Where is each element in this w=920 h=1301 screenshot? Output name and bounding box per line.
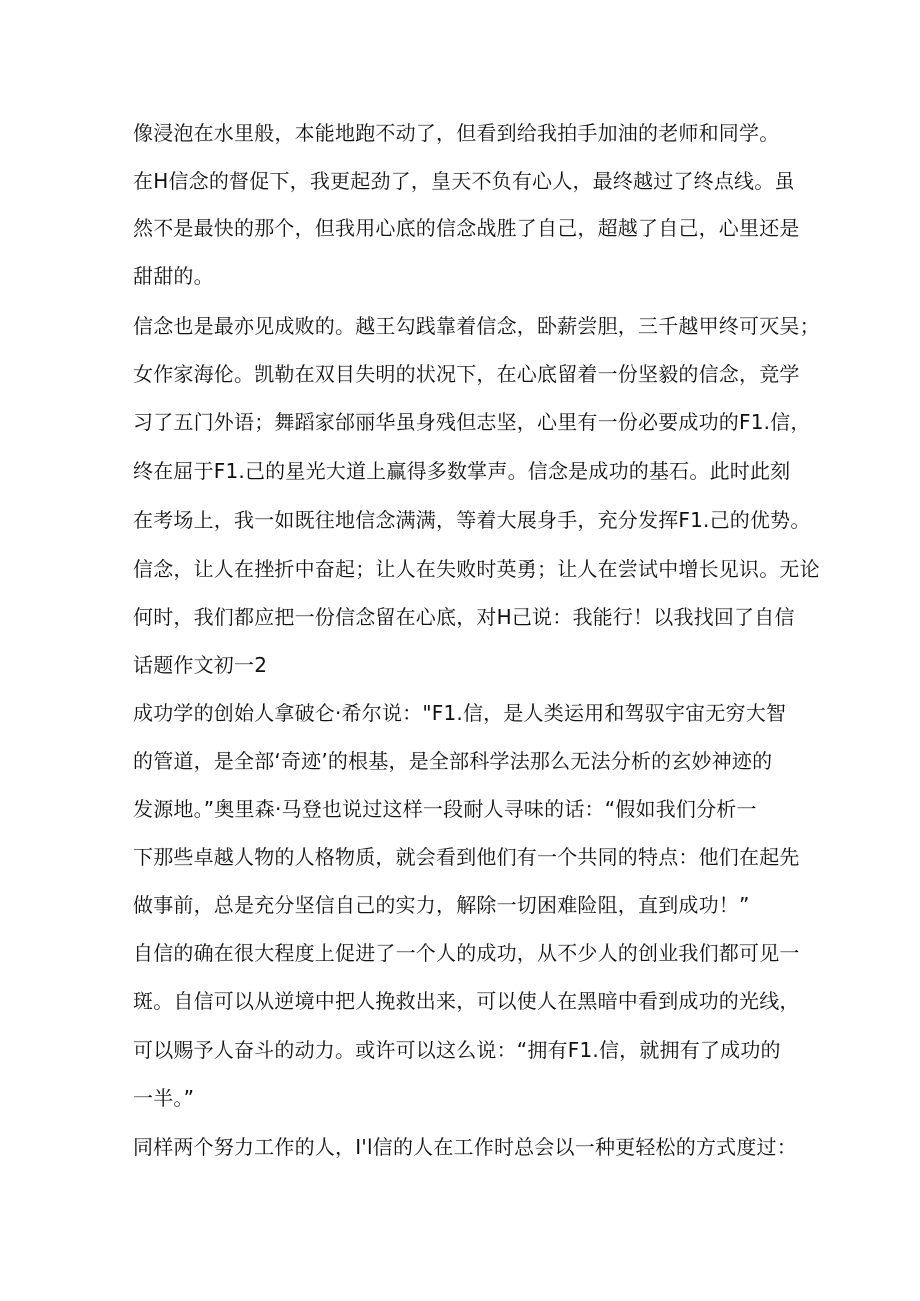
text-line: 何时，我们都应把一份信念留在心底，对H己说：我能行！以我找回了自信 xyxy=(133,605,795,629)
text-line: 可以赐予人奋斗的动力。或许可以这么说：“拥有F1.信，就拥有了成功的 xyxy=(133,1038,781,1062)
text-line: 自信的确在很大程度上促进了一个人的成功，从不少人的创业我们都可见一 xyxy=(133,941,800,965)
text-line: 斑。自信可以从逆境中把人挽救出来，可以使人在黑暗中看到成功的光线， xyxy=(133,989,800,1013)
text-line: 信念也是最亦见成败的。越王勾践靠着信念，卧薪尝胆，三千越甲终可灭吴； xyxy=(133,314,820,338)
text-line: 信念，让人在挫折中奋起；让人在失败时英勇；让人在尝试中增长见识。无论 xyxy=(133,557,820,581)
text-line: 下那些卓越人物的人格物质，就会看到他们有一个共同的特点：他们在起先 xyxy=(133,845,800,869)
text-line: 女作家海伦。凯勒在双目失明的状况下，在心底留着一份坚毅的信念，竞学 xyxy=(133,362,800,386)
text-line: 在H信念的督促下，我更起劲了，皇天不负有心人，最终越过了终点线。虽 xyxy=(133,169,795,193)
text-line: 然不是最快的那个，但我用心底的信念战胜了自己，超越了自己，心里还是 xyxy=(133,216,800,240)
text-line: 终在屈于F1.己的星光大道上赢得多数掌声。信念是成功的基石。此时此刻 xyxy=(133,459,791,483)
subheading: 话题作文初一2 xyxy=(133,653,268,677)
text-line: 像浸泡在水里般，本能地跑不动了，但看到给我拍手加油的老师和同学。 xyxy=(133,121,780,145)
text-line: 习了五门外语；舞蹈家邰丽华虽身残但志坚，心里有一份必要成功的F1.信， xyxy=(133,410,811,434)
text-line: 发源地。”奥里森·马登也说过这样一段耐人寻味的话：“假如我们分析一 xyxy=(133,797,757,821)
text-line: 同样两个努力工作的人，I'l信的人在工作时总会以一种更轻松的方式度过： xyxy=(133,1135,797,1159)
text-line: 甜甜的。 xyxy=(133,264,214,288)
text-line: 做事前，总是充分坚信自己的实力，解除一切困难险阻，直到成功！” xyxy=(133,893,750,917)
text-line: 的管道，是全部‘奇迹’的根基，是全部科学法那么无法分析的玄妙神迹的 xyxy=(133,749,773,773)
text-line: 在考场上，我一如既往地信念满满，等着大展身手，充分发挥F1.己的优势。 xyxy=(133,508,811,532)
text-line: 成功学的创始人拿破仑·希尔说："F1.信，是人类运用和驾驭宇宙无穷大智 xyxy=(133,701,787,725)
text-line: 一半。” xyxy=(133,1086,195,1110)
